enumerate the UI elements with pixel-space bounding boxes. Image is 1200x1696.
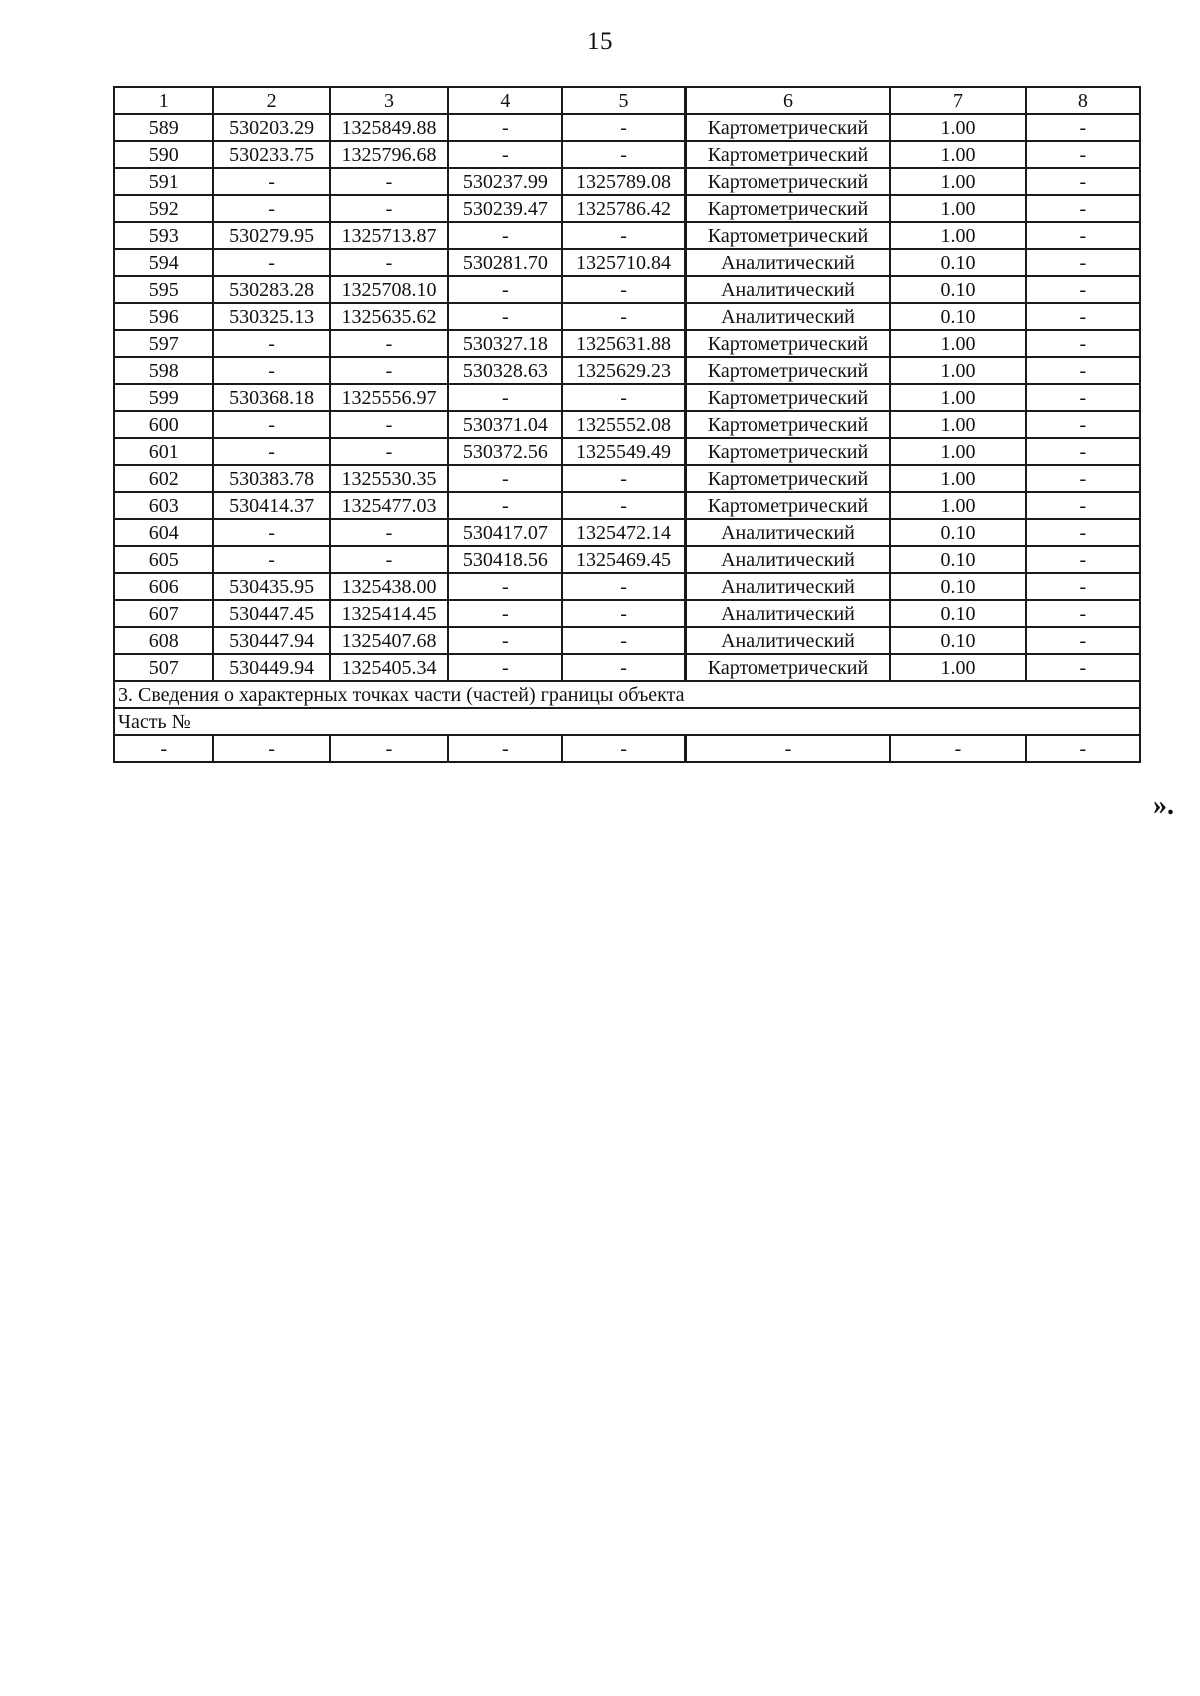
table-cell: - — [1026, 627, 1140, 654]
table-cell: - — [213, 546, 329, 573]
table-cell: - — [1026, 141, 1140, 168]
table-cell: - — [448, 465, 562, 492]
table-cell: 1325438.00 — [330, 573, 448, 600]
table-cell: - — [685, 735, 890, 762]
table-cell: - — [448, 303, 562, 330]
table-cell: - — [1026, 735, 1140, 762]
table-row — [114, 249, 1140, 276]
table-cell: - — [213, 438, 329, 465]
table-cell: 1325405.34 — [330, 654, 448, 681]
table-cell: 1325629.23 — [562, 357, 685, 384]
table-cell: 530371.04 — [448, 411, 562, 438]
table-cell: - — [448, 384, 562, 411]
table-cell: Картометрический — [685, 195, 890, 222]
table-cell: 596 — [114, 303, 213, 330]
table-cell: 530325.13 — [213, 303, 329, 330]
table-cell: 1.00 — [890, 168, 1025, 195]
table-cell: 530447.45 — [213, 600, 329, 627]
table-row — [114, 222, 1140, 249]
table-cell: - — [448, 114, 562, 141]
table-row — [114, 114, 1140, 141]
table-cell: - — [562, 654, 685, 681]
table-cell: 530447.94 — [213, 627, 329, 654]
table-cell: 1325549.49 — [562, 438, 685, 465]
table-cell: - — [1026, 357, 1140, 384]
table-row — [114, 168, 1140, 195]
table-cell: - — [1026, 573, 1140, 600]
table-cell: 1.00 — [890, 357, 1025, 384]
table-row — [114, 546, 1140, 573]
table-cell: 595 — [114, 276, 213, 303]
table-cell: 1.00 — [890, 330, 1025, 357]
table-row — [114, 654, 1140, 681]
table-cell: 599 — [114, 384, 213, 411]
table-row — [114, 492, 1140, 519]
table-cell: Аналитический — [685, 276, 890, 303]
table-row — [114, 195, 1140, 222]
table-cell: - — [1026, 114, 1140, 141]
table-cell: 530237.99 — [448, 168, 562, 195]
table-cell: 1325635.62 — [330, 303, 448, 330]
header-cell: 5 — [562, 87, 685, 114]
table-cell: - — [448, 222, 562, 249]
table-cell: 1.00 — [890, 465, 1025, 492]
table-cell: - — [330, 195, 448, 222]
table-cell: - — [330, 546, 448, 573]
table-cell: 530449.94 — [213, 654, 329, 681]
table-cell: Картометрический — [685, 411, 890, 438]
table-cell: - — [1026, 600, 1140, 627]
section-title: 3. Сведения о характерных точках части (частей) границы объекта — [114, 681, 1140, 708]
table-cell: 601 — [114, 438, 213, 465]
table-cell: - — [1026, 195, 1140, 222]
table-cell: - — [330, 519, 448, 546]
table-cell: - — [562, 627, 685, 654]
table-cell: - — [213, 519, 329, 546]
table-cell: Картометрический — [685, 384, 890, 411]
table-row — [114, 438, 1140, 465]
table-cell: Аналитический — [685, 546, 890, 573]
header-cell: 7 — [890, 87, 1025, 114]
header-cell: 4 — [448, 87, 562, 114]
table-cell: 591 — [114, 168, 213, 195]
table-cell: Аналитический — [685, 573, 890, 600]
table-cell: - — [1026, 411, 1140, 438]
table-cell: Картометрический — [685, 114, 890, 141]
table-cell: Картометрический — [685, 438, 890, 465]
table-cell: 0.10 — [890, 627, 1025, 654]
table-cell: 1325786.42 — [562, 195, 685, 222]
table-cell: - — [1026, 303, 1140, 330]
table-cell: - — [1026, 438, 1140, 465]
table-cell: Картометрический — [685, 357, 890, 384]
table-cell: - — [562, 384, 685, 411]
table-cell: - — [330, 438, 448, 465]
table-cell: - — [213, 195, 329, 222]
table-cell: - — [330, 735, 448, 762]
table-cell: 1325631.88 — [562, 330, 685, 357]
table-cell: 608 — [114, 627, 213, 654]
coordinates-table — [113, 86, 1141, 763]
table-cell: 1.00 — [890, 438, 1025, 465]
table-cell: Картометрический — [685, 222, 890, 249]
table-cell: - — [213, 357, 329, 384]
header-cell: 6 — [685, 87, 890, 114]
table-cell: 1.00 — [890, 195, 1025, 222]
table-cell: 1325796.68 — [330, 141, 448, 168]
table-cell: 606 — [114, 573, 213, 600]
table-cell: 530281.70 — [448, 249, 562, 276]
table-cell: 605 — [114, 546, 213, 573]
table-row — [114, 330, 1140, 357]
table-cell: Картометрический — [685, 465, 890, 492]
table-cell: - — [1026, 249, 1140, 276]
table-cell: 1.00 — [890, 114, 1025, 141]
table-cell: 530328.63 — [448, 357, 562, 384]
table-cell: Картометрический — [685, 492, 890, 519]
table-cell: 602 — [114, 465, 213, 492]
table-cell: 0.10 — [890, 303, 1025, 330]
table-cell: 530239.47 — [448, 195, 562, 222]
table-cell: 593 — [114, 222, 213, 249]
table-cell: Аналитический — [685, 519, 890, 546]
table-cell: - — [1026, 546, 1140, 573]
table-cell: 1325849.88 — [330, 114, 448, 141]
table-cell: 1325477.03 — [330, 492, 448, 519]
table-cell: 530203.29 — [213, 114, 329, 141]
table-cell: 1.00 — [890, 222, 1025, 249]
table-cell: 530417.07 — [448, 519, 562, 546]
header-cell: 1 — [114, 87, 213, 114]
table-cell: 0.10 — [890, 276, 1025, 303]
table-cell: - — [562, 114, 685, 141]
table-cell: - — [330, 330, 448, 357]
table-cell: 0.10 — [890, 249, 1025, 276]
table-cell: 530414.37 — [213, 492, 329, 519]
empty-part-row — [114, 735, 1140, 762]
table-row — [114, 519, 1140, 546]
part-label: Часть № — [114, 708, 1140, 735]
header-cell: 3 — [330, 87, 448, 114]
table-cell: 530435.95 — [213, 573, 329, 600]
table-cell: - — [330, 411, 448, 438]
table-cell: - — [448, 573, 562, 600]
table-cell: 1325530.35 — [330, 465, 448, 492]
table-cell: 1325789.08 — [562, 168, 685, 195]
table-cell: - — [330, 168, 448, 195]
table-cell: 530383.78 — [213, 465, 329, 492]
table-cell: 1.00 — [890, 492, 1025, 519]
table-cell: - — [562, 492, 685, 519]
table-row — [114, 276, 1140, 303]
table-cell: 1325414.45 — [330, 600, 448, 627]
table-cell: 0.10 — [890, 600, 1025, 627]
table-cell: 592 — [114, 195, 213, 222]
table-cell: - — [448, 735, 562, 762]
table-row — [114, 384, 1140, 411]
table-cell: 598 — [114, 357, 213, 384]
table-cell: 530327.18 — [448, 330, 562, 357]
table-cell: - — [562, 465, 685, 492]
table-cell: - — [213, 411, 329, 438]
header-row — [114, 87, 1140, 114]
table-cell: 594 — [114, 249, 213, 276]
section-title-row — [114, 681, 1140, 708]
table-cell: - — [1026, 654, 1140, 681]
table-cell: 530233.75 — [213, 141, 329, 168]
table-cell: 589 — [114, 114, 213, 141]
table-cell: 530279.95 — [213, 222, 329, 249]
table-cell: - — [1026, 330, 1140, 357]
table-cell: Картометрический — [685, 141, 890, 168]
table-cell: - — [448, 141, 562, 168]
table-cell: Аналитический — [685, 249, 890, 276]
table-cell: Картометрический — [685, 654, 890, 681]
table-body — [114, 87, 1140, 762]
table-cell: 1325713.87 — [330, 222, 448, 249]
table-cell: 1.00 — [890, 411, 1025, 438]
table-cell: 1325708.10 — [330, 276, 448, 303]
table-cell: - — [1026, 168, 1140, 195]
table-cell: Картометрический — [685, 168, 890, 195]
table-cell: 1.00 — [890, 141, 1025, 168]
table-cell: 0.10 — [890, 546, 1025, 573]
table-cell: - — [448, 627, 562, 654]
table-cell: - — [114, 735, 213, 762]
table-cell: 1.00 — [890, 654, 1025, 681]
table-cell: - — [448, 654, 562, 681]
table-cell: 0.10 — [890, 573, 1025, 600]
table-cell: - — [1026, 519, 1140, 546]
table-cell: - — [1026, 222, 1140, 249]
header-cell: 2 — [213, 87, 329, 114]
table-cell: 607 — [114, 600, 213, 627]
table-cell: - — [330, 357, 448, 384]
table-cell: - — [1026, 276, 1140, 303]
table-cell: Аналитический — [685, 627, 890, 654]
table-cell: - — [890, 735, 1025, 762]
table-cell: - — [562, 276, 685, 303]
table-cell: 1325552.08 — [562, 411, 685, 438]
table-cell: 1325556.97 — [330, 384, 448, 411]
table-cell: 0.10 — [890, 519, 1025, 546]
table-cell: - — [448, 600, 562, 627]
table-cell: 600 — [114, 411, 213, 438]
table-cell: 530372.56 — [448, 438, 562, 465]
table-cell: Картометрический — [685, 330, 890, 357]
table-cell: 1.00 — [890, 384, 1025, 411]
header-cell: 8 — [1026, 87, 1140, 114]
table-cell: 1325469.45 — [562, 546, 685, 573]
table-cell: 590 — [114, 141, 213, 168]
table-row — [114, 600, 1140, 627]
table-row — [114, 357, 1140, 384]
table-cell: - — [562, 141, 685, 168]
table-cell: - — [562, 735, 685, 762]
table-cell: - — [562, 600, 685, 627]
table-row — [114, 465, 1140, 492]
table-cell: - — [562, 222, 685, 249]
table-cell: 597 — [114, 330, 213, 357]
table-row — [114, 627, 1140, 654]
table-cell: - — [562, 573, 685, 600]
part-label-row — [114, 708, 1140, 735]
table-cell: Аналитический — [685, 600, 890, 627]
table-cell: Аналитический — [685, 303, 890, 330]
table-row — [114, 141, 1140, 168]
table-row — [114, 573, 1140, 600]
table-cell: - — [1026, 465, 1140, 492]
table-cell: 1325407.68 — [330, 627, 448, 654]
table-row — [114, 303, 1140, 330]
table-cell: 507 — [114, 654, 213, 681]
table-cell: 530418.56 — [448, 546, 562, 573]
table-cell: - — [448, 276, 562, 303]
table-cell: 603 — [114, 492, 213, 519]
table-cell: - — [448, 492, 562, 519]
table-cell: - — [213, 168, 329, 195]
page-number: 15 — [587, 28, 613, 55]
table-cell: - — [1026, 492, 1140, 519]
table-cell: 530283.28 — [213, 276, 329, 303]
closing-quote: ». — [1153, 790, 1174, 821]
table-cell: - — [213, 249, 329, 276]
table-cell: 604 — [114, 519, 213, 546]
table-cell: 1325710.84 — [562, 249, 685, 276]
table-row — [114, 411, 1140, 438]
table-cell: - — [330, 249, 448, 276]
table-cell: - — [213, 735, 329, 762]
table-cell: 530368.18 — [213, 384, 329, 411]
table-cell: 1325472.14 — [562, 519, 685, 546]
table-cell: - — [562, 303, 685, 330]
table-cell: - — [1026, 384, 1140, 411]
table-cell: - — [213, 330, 329, 357]
